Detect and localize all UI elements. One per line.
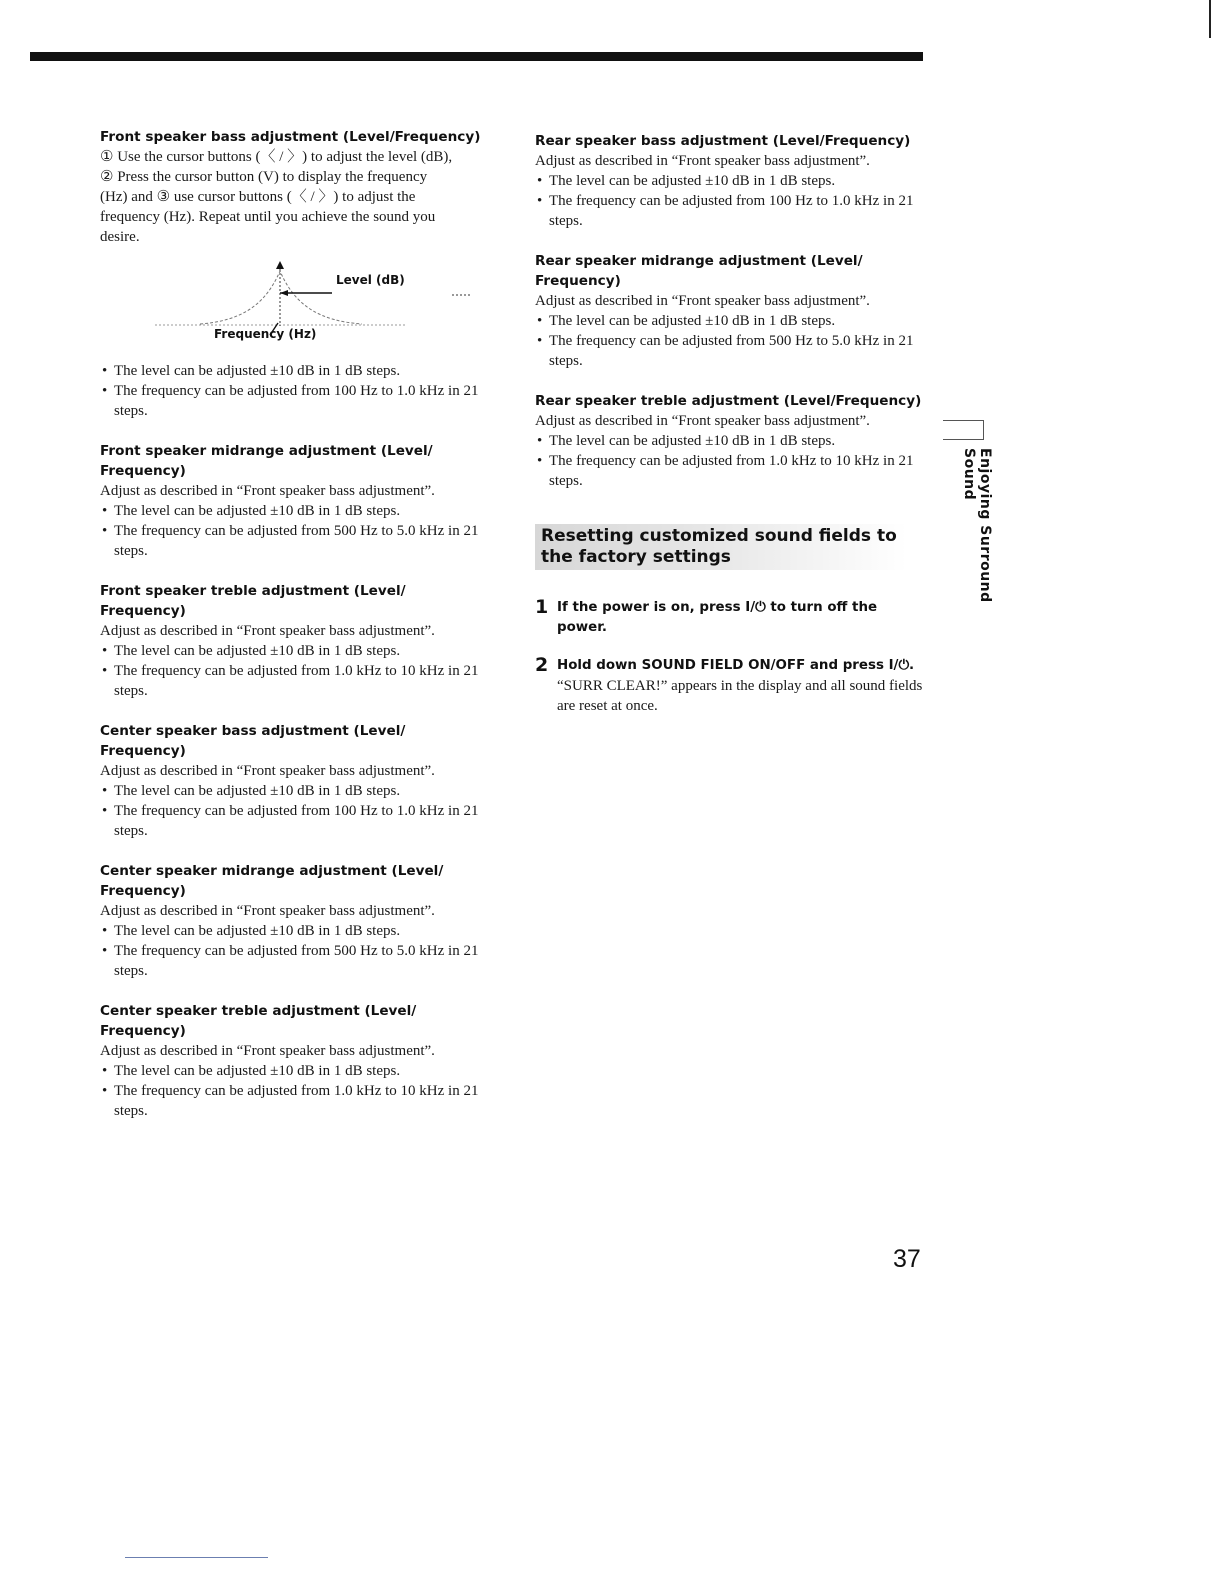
list-item: • The level can be adjusted ±10 dB in 1 dB steps. (102, 363, 401, 379)
left-column (100, 127, 490, 1121)
rear-treble-desc: Adjust as described in “Front speaker bass adjustment”. (535, 413, 870, 429)
top-rule (30, 52, 923, 61)
step-2 (535, 656, 930, 716)
list-item: • The frequency can be adjusted from 100 Hz to 1.0 kHz in 21 steps. (102, 803, 479, 839)
rear-bass-bullets (535, 171, 930, 231)
center-bass-heading: Center speaker bass adjustment (Level/ Frequency) (100, 723, 406, 759)
rear-mid-desc: Adjust as described in “Front speaker bass adjustment”. (535, 293, 870, 309)
bottom-rule (125, 1557, 268, 1558)
front-mid-desc: Adjust as described in “Front speaker bass adjustment”. (100, 483, 435, 499)
rear-treble-section (535, 391, 930, 491)
front-mid-bullets (100, 501, 490, 561)
center-bass-section (100, 721, 490, 841)
list-item: • The frequency can be adjusted from 1.0 kHz to 10 kHz in 21 steps. (102, 663, 479, 699)
front-bass-line-5: desire. (100, 229, 140, 245)
chapter-label: Enjoying Surround Sound (961, 448, 993, 603)
page-number: 37 (893, 1245, 921, 1273)
front-bass-line-2: ② Press the cursor button (V) to display the frequency (100, 169, 428, 185)
rear-treble-heading: Rear speaker treble adjustment (Level/Frequency) (535, 393, 922, 409)
list-item: • The frequency can be adjusted from 100 Hz to 1.0 kHz in 21 steps. (102, 383, 479, 419)
list-item: • The frequency can be adjusted from 500 Hz to 5.0 kHz in 21 steps. (537, 333, 914, 369)
list-item: • The frequency can be adjusted from 500 Hz to 5.0 kHz in 21 steps. (102, 523, 479, 559)
center-bass-bullets (100, 781, 490, 841)
list-item: • The frequency can be adjusted from 100 Hz to 1.0 kHz in 21 steps. (537, 193, 914, 229)
chapter-side-tab (943, 420, 993, 650)
front-mid-section (100, 441, 490, 561)
rear-mid-bullets (535, 311, 930, 371)
center-treble-bullets (100, 1061, 490, 1121)
center-mid-desc: Adjust as described in “Front speaker bass adjustment”. (100, 903, 435, 919)
front-bass-bullets (100, 361, 490, 421)
step-number: 1 (535, 596, 549, 618)
list-item: • The level can be adjusted ±10 dB in 1 dB steps. (102, 1063, 401, 1079)
center-treble-section (100, 1001, 490, 1121)
front-bass-line-4: frequency (Hz). Repeat until you achieve the sound you (100, 209, 436, 225)
rear-treble-bullets (535, 431, 930, 491)
front-bass-line-1: ① Use the cursor buttons (〈 / 〉) to adjust the level (dB), (100, 149, 453, 165)
frequency-hz-label: Frequency (Hz) (214, 327, 317, 341)
step-2-text: Hold down SOUND FIELD ON/OFF and press I/⏻. (557, 658, 915, 673)
list-item: • The level can be adjusted ±10 dB in 1 dB steps. (537, 313, 836, 329)
front-treble-desc: Adjust as described in “Front speaker bass adjustment”. (100, 623, 435, 639)
step-1 (535, 598, 930, 638)
reset-heading: Resetting customized sound fields to the factory settings (535, 524, 907, 570)
step-number: 2 (535, 654, 549, 676)
list-item: • The level can be adjusted ±10 dB in 1 dB steps. (102, 783, 401, 799)
rear-bass-section (535, 131, 930, 231)
rear-bass-desc: Adjust as described in “Front speaker bass adjustment”. (535, 153, 870, 169)
center-treble-heading: Center speaker treble adjustment (Level/ Frequency) (100, 1003, 417, 1039)
front-bass-line-3: (Hz) and ③ use cursor buttons (〈 / 〉) to adjust the (100, 189, 416, 205)
front-mid-heading: Front speaker midrange adjustment (Level/ Frequency) (100, 443, 433, 479)
center-mid-section (100, 861, 490, 981)
level-frequency-diagram (100, 251, 490, 351)
rear-mid-heading: Rear speaker midrange adjustment (Level/ Frequency) (535, 253, 863, 289)
rear-bass-heading: Rear speaker bass adjustment (Level/Frequency) (535, 133, 911, 149)
list-item: • The frequency can be adjusted from 1.0 kHz to 10 kHz in 21 steps. (102, 1083, 479, 1119)
front-bass-heading: Front speaker bass adjustment (Level/Frequency) (100, 129, 481, 145)
center-mid-bullets (100, 921, 490, 981)
list-item: • The level can be adjusted ±10 dB in 1 dB steps. (102, 923, 401, 939)
front-treble-heading: Front speaker treble adjustment (Level/ Frequency) (100, 583, 406, 619)
front-treble-bullets (100, 641, 490, 701)
list-item: • The level can be adjusted ±10 dB in 1 dB steps. (102, 643, 401, 659)
page-edge-mark (1209, 0, 1211, 38)
center-bass-desc: Adjust as described in “Front speaker bass adjustment”. (100, 763, 435, 779)
center-mid-heading: Center speaker midrange adjustment (Level/ Frequency) (100, 863, 444, 899)
list-item: • The level can be adjusted ±10 dB in 1 dB steps. (537, 433, 836, 449)
list-item: • The frequency can be adjusted from 1.0 kHz to 10 kHz in 21 steps. (537, 453, 914, 489)
reset-section (535, 524, 930, 716)
front-bass-section (100, 127, 490, 421)
right-column (535, 131, 930, 716)
rear-mid-section (535, 251, 930, 371)
level-db-label: Level (dB) (336, 273, 405, 287)
list-item: • The frequency can be adjusted from 500 Hz to 5.0 kHz in 21 steps. (102, 943, 479, 979)
list-item: • The level can be adjusted ±10 dB in 1 dB steps. (102, 503, 401, 519)
center-treble-desc: Adjust as described in “Front speaker bass adjustment”. (100, 1043, 435, 1059)
front-treble-section (100, 581, 490, 701)
side-tab-marker (943, 420, 984, 440)
list-item: • The level can be adjusted ±10 dB in 1 dB steps. (537, 173, 836, 189)
step-1-text: If the power is on, press I/⏻ to turn off the power. (557, 600, 878, 635)
step-2-note: “SURR CLEAR!” appears in the display and all sound fields are reset at once. (557, 678, 923, 714)
